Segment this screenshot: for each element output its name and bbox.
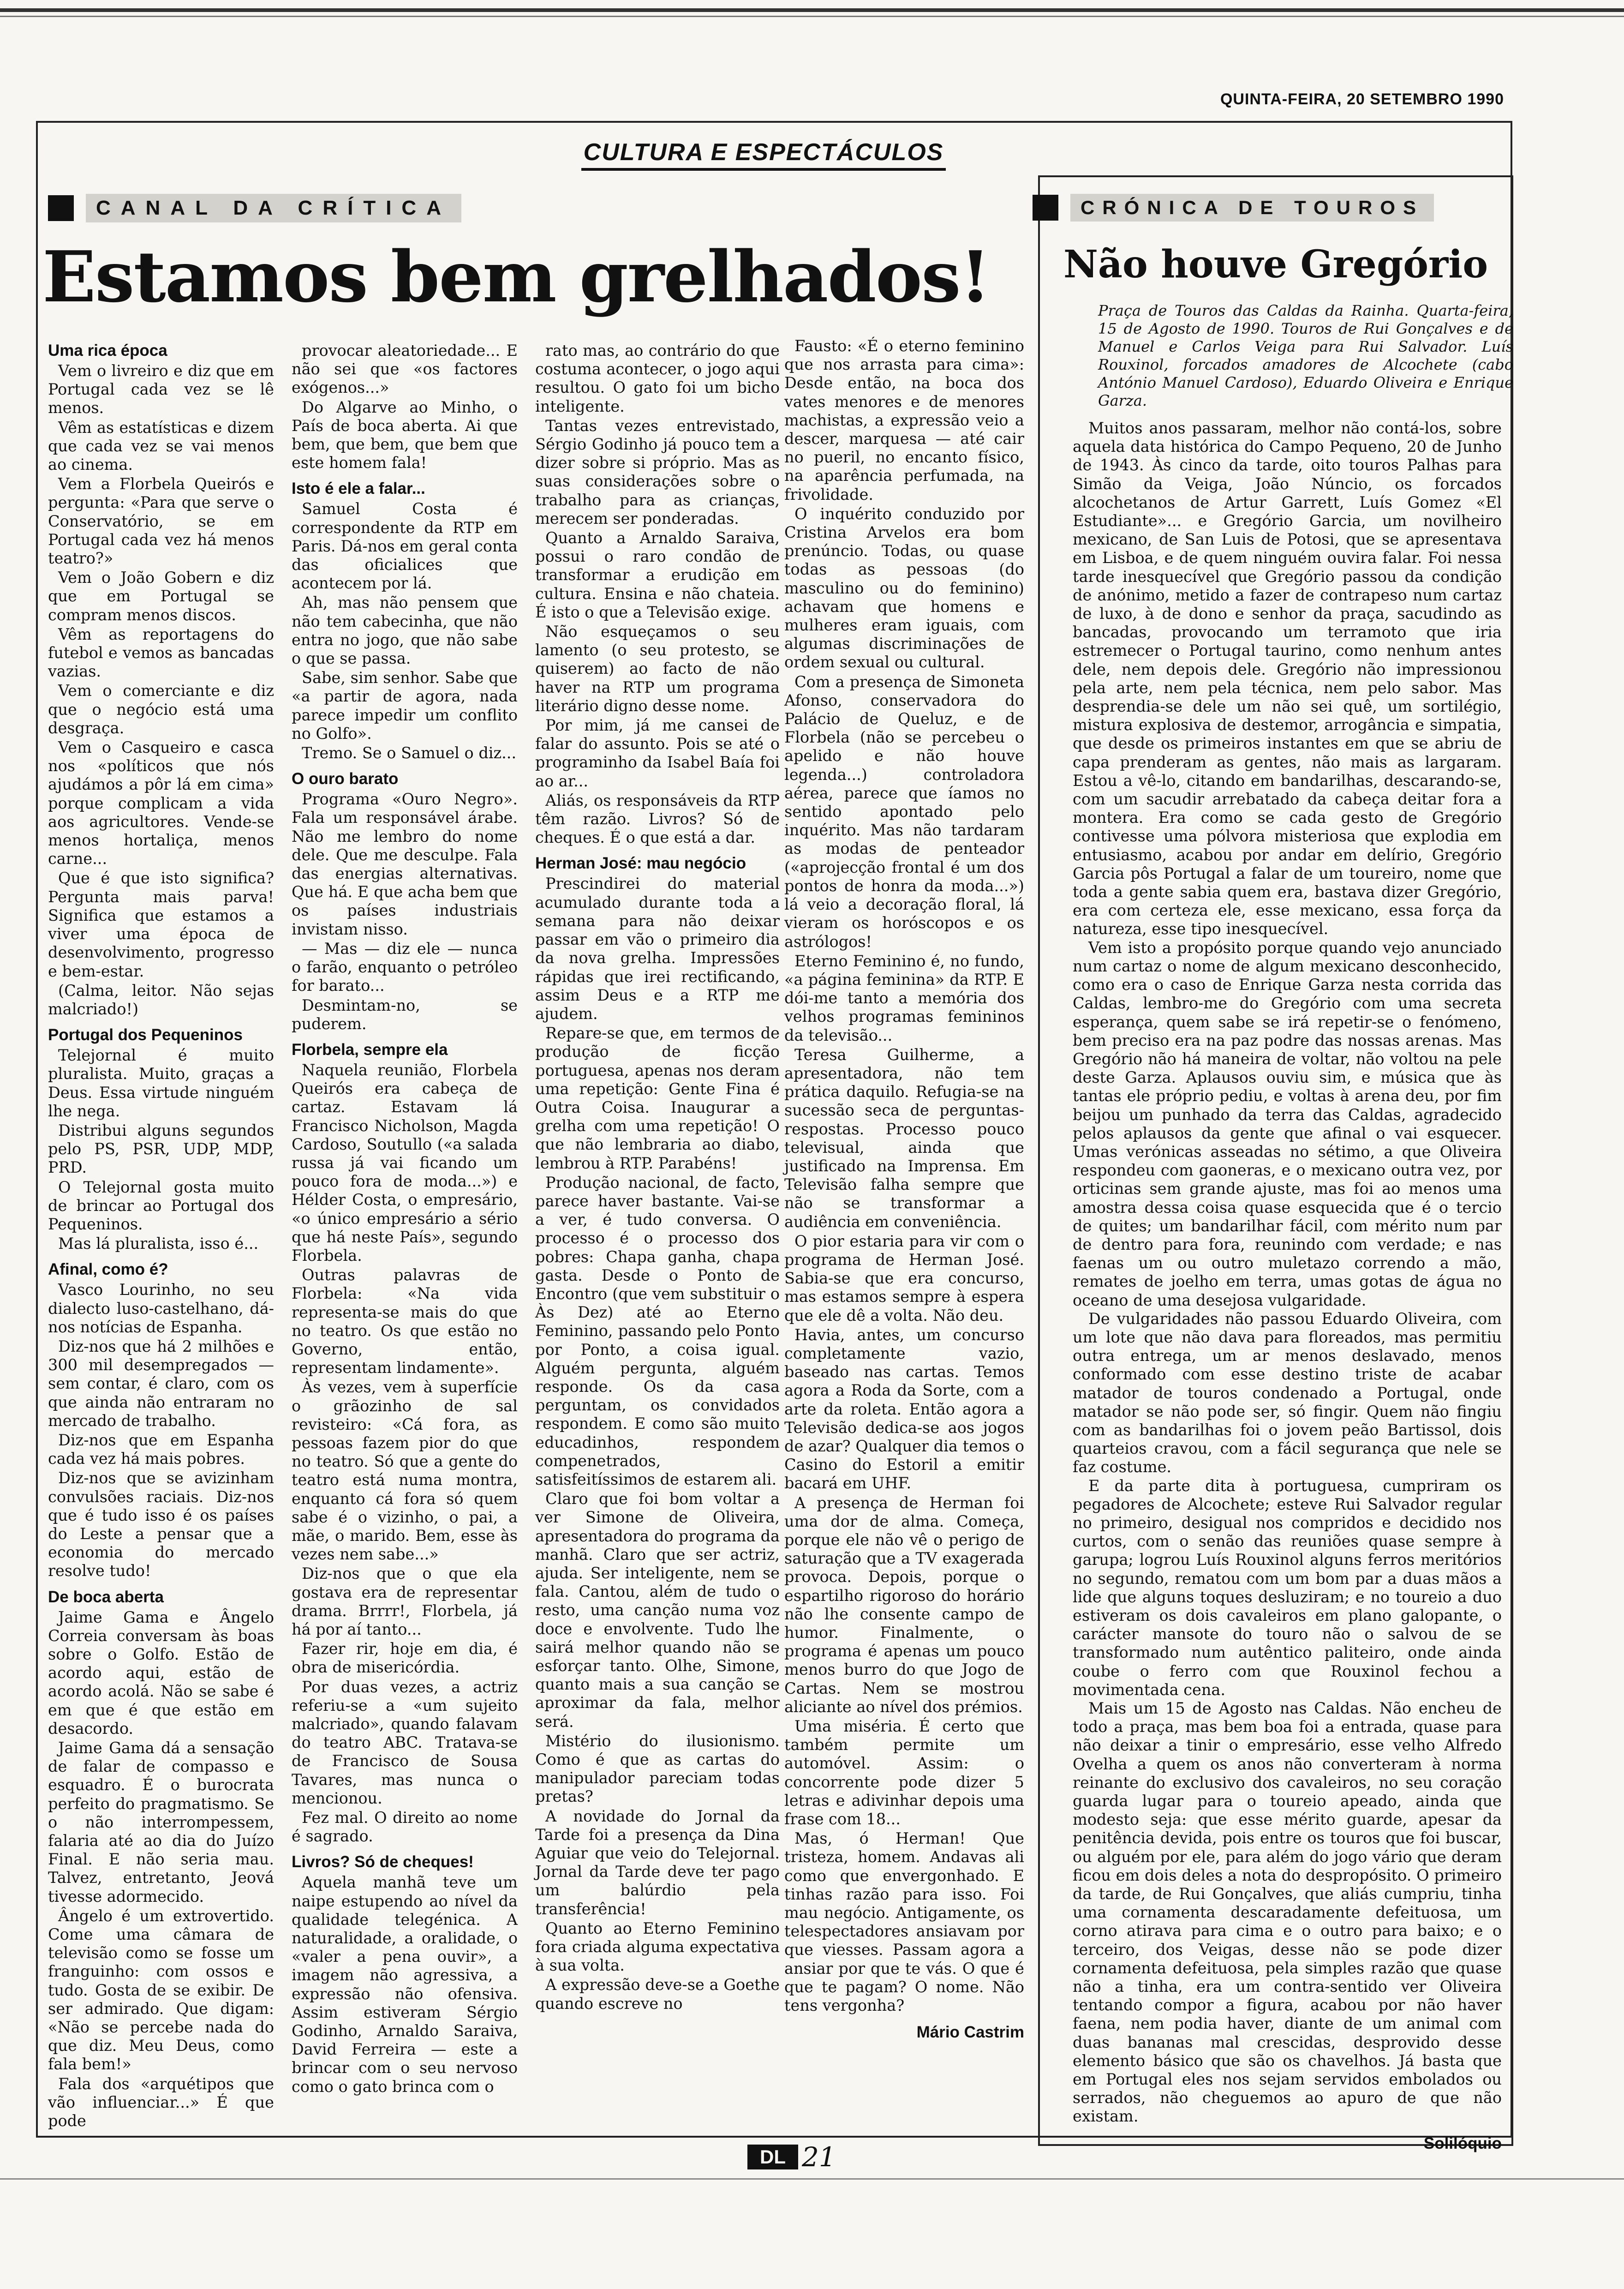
paragraph: Muitos anos passaram, melhor não contá-los, sobre aquela data histórica do Campo Pequeno, 20 de Junho de 1943. Às cinco da tarde, oito touros Palhas para Simão da Veiga, João Núncio, os forcados alcochetanos de Artur Garrett, Luís Gomez «El Estudiante»... e Gregório Garcia, um novilheiro mexicano, de San Luis de Potosi, que se apresentava em Lisboa, e de quem ninguém ouvira falar. Foi nessa tarde inesquecível que Gregório passou da condição de anónimo, metido a fazer de contrapeso num cartaz de luxo, à de dono e senhor da praça, sacudindo as bancadas, provocando um terramoto que iria estremecer o Portugal taurino, como nenhum antes dele, nem depois dele. Gregório não impressionou pela arte, nem pela técnica, nem pelo sabor. Mas desprendia-se dele um não sei quê, um sortilégio, mistura explosiva de destemor, arrogância e simpatia, que desde os primeiros instantes em que se abriu de capa prenderam as gentes, não mais as largaram. Estou a vê-lo, citando em bandarilhas, descarando-se, com um sacudir arrebatado da cabeça deitar fora a montera. Era como se cada gesto de Gregório contivesse uma pólvora misteriosa que explodia em entusiasmo, acabou por andar em delírio, Gregório Garcia pôs Portugal a falar de um toureiro, nome que toda a gente sabia quem era, bastava dizer Gregório, era com certeza ele, esse mexicano, essa força da natureza, esse tipo inesquecível. [1073, 419, 1502, 938]
paragraph: Mas, ó Herman! Que tristeza, homem. Andavas ali como que envergonhado. E tinhas razão para isso. Foi mau negócio. Antigamente, os telespectadores ansiavam por que viesses. Passam agora a ansiar por que te vás. O que é que te pagam? O nome. Não tens vergonha? [784, 1829, 1024, 2015]
article-column-2 [292, 342, 518, 2097]
paragraph: O inquérito conduzido por Cristina Arvelos era bom prenúncio. Todas, ou quase todas as pessoas (do masculino ou do feminino) achavam que homens e mulheres eram iguais, com algumas discriminações de ordem sexual ou cultural. [784, 504, 1024, 671]
paragraph: A expressão deve-se a Goethe quando escreve no [535, 1976, 780, 2013]
kicker-square-icon [48, 195, 74, 221]
paragraph: Mais um 15 de Agosto nas Caldas. Não encheu de todo a praça, mas bem boa foi a entrada, quase para não deixar a tinir o empresário, esse velho Alfredo Ovelha a quem os anos não converteram à norma reinante do exclusivo dos cavaleiros, no seu coração guarda lugar para o toureio apeado, ainda que modesto seja: que esse mérito guarde, apesar da penitência devida, pois entre os touros que foi buscar, ou alguém por ele, para além do jogo vário que deram ficou em dois deles a nota do despropósito. O primeiro da tarde, de Rui Gonçalves, que aliás cumpriu, tinha uma cornamenta descaradamente defeituosa, um corno atirava para cima e o outro para baixo; e o terceiro, dos Veigas, desse não se pode dizer cornamenta defeituosa, pela simples razão que quase não a tinha, era um contra-sentido ver Oliveira tentando compor a figura, acabou por não haver faena, nem podia haver, diante de um animal com duas bananas mal crescidas, desprovido desse elemento básico que são os chavelhos. Já basta que em Portugal eles nos sejam servidos embolados ou serrados, não cheguemos ao apuro de que não existam. [1073, 1699, 1502, 2126]
paragraph: Fausto: «É o eterno feminino que nos arrasta para cima»: Desde então, na boca dos vates menores e de menores machistas, a expressão veio a descer, marquesa — até cair no pueril, no encanto físico, na aparência perfumada, na frivolidade. [784, 337, 1024, 503]
paragraph: Do Algarve ao Minho, o País de boca aberta. Ai que bem, que bem, que bem que este homem fala! [292, 398, 518, 472]
left-kicker-label: CANAL DA CRÍTICA [86, 194, 461, 222]
paragraph: Que é que isto significa? Pergunta mais parva! Significa que estamos a viver uma época de desenvolvimento, progresso e bem-estar. [48, 869, 274, 980]
paragraph: De vulgaridades não passou Eduardo Oliveira, com um lote que não dava para floreados, mas permitiu outra entrega, um ar menos deslavado, menos conformado com esse destino triste de acabar matador de touros condenado a Portugal, onde matador se não pode ser, só fingir. Quem não fingiu com as bandarilhas foi o jovem peão Bartissol, dois quarteios cravou, com a fácil segurança que nele se faz costume. [1073, 1309, 1502, 1476]
paragraph: — Mas — diz ele — nunca o farão, enquanto o petróleo for barato... [292, 939, 518, 995]
paragraph: Eterno Feminino é, no fundo, «a página feminina» da RTP. E dói-me tanto a memória dos velhos programas femininos da televisão... [784, 952, 1024, 1044]
subheading: Portugal dos Pequeninos [48, 1026, 243, 1044]
paragraph: Distribui alguns segundos pelo PS, PSR, UDP, MDP, PRD. [48, 1121, 274, 1177]
subheading: Herman José: mau negócio [535, 854, 746, 873]
paragraph: Fazer rir, hoje em dia, é obra de misericórdia. [292, 1640, 518, 1677]
paragraph: Fez mal. O direito ao nome é sagrado. [292, 1809, 518, 1846]
subheading: Afinal, como é? [48, 1260, 168, 1279]
page-folio [747, 2141, 836, 2173]
paragraph: Mas lá pluralista, isso é... [58, 1234, 259, 1253]
paragraph: Claro que foi bom voltar a ver Simone de Oliveira, apresentadora do programa da manhã. Claro que ser actriz, ajuda. Ser inteligente, nem se fala. Cantou, além de tudo o resto, uma canção numa voz doce e envolvente. Tudo lhe sairá melhor quando não se esforçar tanto. Olhe, Simone, quanto mais a sua canção se aproximar da fala, melhor será. [535, 1490, 780, 1731]
section-title: CULTURA E ESPECTÁCULOS [581, 138, 946, 171]
paragraph: Aliás, os responsáveis da RTP têm razão. Livros? Só de cheques. É o que está a dar. [535, 791, 780, 847]
top-rule-thin [0, 16, 1624, 17]
paragraph: Vem o João Gobern e diz que em Portugal se compram menos discos. [48, 569, 274, 624]
paragraph: Tremo. Se o Samuel o diz... [302, 744, 517, 762]
paragraph: Havia, antes, um concurso completamente vazio, baseado nas cartas. Temos agora a Roda da Sorte, com a arte da roleta. Então agora a Televisão dedica-se aos jogos de azar? Qualquer dia temos o Casino do Estoril a emitir bacará em UHF. [784, 1325, 1024, 1492]
author-signature: Mário Castrim [916, 2023, 1024, 2042]
paragraph: Teresa Guilherme, a apresentadora, não tem prática daquilo. Refugia-se na sucessão seca de perguntas-respostas. Processo pouco televisual, ainda que justificado na Imprensa. Em Televisão falha sempre que não se transformar a audiência em conveniência. [784, 1045, 1024, 1231]
right-kicker-label: CRÓNICA DE TOUROS [1070, 194, 1434, 222]
paragraph: Fala dos «arquétipos que vão influenciar...» É que pode [48, 2074, 274, 2130]
bottom-rule [0, 2178, 1624, 2180]
paragraph: Sabe, sim senhor. Sabe que «a partir de agora, nada parece impedir um conflito no Golfo». [292, 669, 518, 743]
bullfight-intro: Praça de Touros das Caldas da Rainha. Quarta-feira, 15 de Agosto de 1990. Touros de Rui Gonçalves e de Manuel e Carlos Veiga para Rui Salvador. Luís Rouxinol, forcados amadores de Alcochete (cabo António Manuel Cardoso), Eduardo Oliveira e Enrique Garza. [1098, 302, 1513, 409]
bullfight-column [1073, 419, 1502, 2153]
paragraph: rato mas, ao contrário do que costuma acontecer, o jogo aqui resultou. O gato foi um bicho inteligente. [535, 342, 780, 415]
paragraph: Aquela manhã teve um naipe estupendo ao nível da qualidade telegénica. A naturalidade, a oralidade, o «valer a pena ouvir», a imagem não agressiva, a expressão não ofensiva. Assim estiveram Sérgio Godinho, Arnaldo Saraiva, David Ferreira — este a brincar com o seu nervoso como o gato brinca com o [292, 1873, 518, 2096]
paragraph: Mistério do ilusionismo. Como é que as cartas do manipulador pareciam todas pretas? [535, 1732, 780, 1806]
paragraph: provocar aleatoriedade... E não sei que «os factores exógenos...» [292, 342, 518, 397]
paragraph: Samuel Costa é correspondente da RTP em Paris. Dá-nos em geral conta das oficialices que acontecem por lá. [292, 500, 518, 593]
paragraph: Naquela reunião, Florbela Queirós era cabeça de cartaz. Estavam lá Francisco Nicholson, Magda Cardoso, Soutullo («a salada russa já vai ficando um pouco fora de moda...») e Hélder Costa, o empresário, «o único empresário a sério que há neste País», segundo Florbela. [292, 1061, 518, 1264]
paragraph: Vasco Lourinho, no seu dialecto luso-castelhano, dá-nos notícias de Espanha. [48, 1281, 274, 1336]
paragraph: Desmintam-no, se puderem. [292, 996, 518, 1033]
kicker-square-icon [1033, 195, 1058, 221]
subheading: O ouro barato [292, 770, 399, 788]
paragraph: A presença de Herman foi uma dor de alma. Começa, porque ele não vê o perigo de saturação que a TV exagerada provoca. Depois, porque o espartilho rigoroso do horário não lhe consente campo de humor. Finalmente, o programa é apenas um pouco menos burro do que Jogo de Cartas. Nem se mostrou aliciante ao nível dos prémios. [784, 1493, 1024, 1716]
page-date: QUINTA-FEIRA, 20 SETEMBRO 1990 [1220, 90, 1504, 108]
paragraph: Vem a Florbela Queirós e pergunta: «Para que serve o Conservatório, se em Portugal cada vez há menos teatro?» [48, 475, 274, 568]
article-column-3 [535, 342, 780, 2014]
paragraph: Quanto a Arnaldo Saraiva, possui o raro condão de transformar a erudição em cultura. Ensina e não chateia. É isto o que a Televisão exige. [535, 529, 780, 621]
subheading: Uma rica época [48, 342, 167, 360]
bullfight-title: Não houve Gregório [1063, 242, 1488, 287]
paragraph: Vêm as estatísticas e dizem que cada vez se vai menos ao cinema. [48, 418, 274, 474]
paragraph: Vem o comerciante e diz que o negócio está uma desgraça. [48, 682, 274, 737]
paragraph: Quanto ao Eterno Feminino fora criada alguma expectativa à sua volta. [535, 1919, 780, 1975]
paragraph: Uma miséria. É certo que também permite um automóvel. Assim: o concorrente pode dizer 5 letras e adivinhar depois uma frase com 18... [784, 1717, 1024, 1828]
paragraph: Repare-se que, em termos de produção de ficção portuguesa, apenas nos deram uma repetição: Gente Fina é Outra Coisa. Inaugurar a grelha com uma repetição! O que não lembraria ao diabo, lembrou à RTP. Parabéns! [535, 1024, 780, 1172]
newspaper-logo: DL [747, 2145, 798, 2169]
paragraph: Programa «Ouro Negro». Fala um responsável árabe. Não me lembro do nome dele. Que me desculpe. Fala das energias alternativas. Que há. E que acha bem que os países industriais invistam nisso. [292, 790, 518, 938]
subheading: De boca aberta [48, 1588, 164, 1606]
paragraph: Por duas vezes, a actriz referiu-se a «um sujeito malcriado», quando falavam do teatro ABC. Tratava-se de Francisco de Sousa Tavares, mas nunca o mencionou. [292, 1678, 518, 1807]
paragraph: Produção nacional, de facto, parece haver bastante. Vai-se a ver, é tudo conversa. O processo é o processo dos pobres: Chapa ganha, chapa gasta. Desde o Ponto de Encontro (que vem substituir o Às Dez) até ao Eterno Feminino, passando pelo Ponto por Ponto, a coisa igual. Alguém pergunta, alguém responde. Os da casa perguntam, os convidados respondem. E como são muito educadinhos, respondem compenetrados, satisfeitíssimos de estarem ali. [535, 1173, 780, 1488]
paragraph: O pior estaria para vir com o programa de Herman José. Sabia-se que era concurso, mas estamos sempre à espera que ele dê a volta. Não deu. [784, 1232, 1024, 1324]
paragraph: O Telejornal gosta muito de brincar ao Portugal dos Pequeninos. [48, 1178, 274, 1233]
paragraph: Às vezes, vem à superfície o grãozinho de sal revisteiro: «Cá fora, as pessoas fazem pior do que no teatro. Só que a gente do teatro está numa montra, enquanto cá fora só quem sabe é o vizinho, o pai, a mãe, o marido. Bem, esse às vezes nem sabe...» [292, 1378, 518, 1564]
article-column-1 [48, 342, 274, 2131]
paragraph: Não esqueçamos o seu lamento (o seu protesto, se quiserem) ao facto de não haver na RTP um programa literário digno desse nome. [535, 623, 780, 715]
subheading: Isto é ele a falar... [292, 479, 425, 498]
paragraph: E da parte dita à portuguesa, cumpriram os pegadores de Alcochete; esteve Rui Salvador regular no primeiro, desigual nos compridos e decidido nos curtos, com o senão das reuniões quase sempre à garupa; logrou Luís Rouxinol alguns ferros meritórios no segundo, rematou com um bom par a duas mãos a lide que alguns toques desluziram; e no toureio a duo estiveram os dois cavaleiros em plano galopante, o carácter mansote do touro não o salvou de se transformado num autêntico paliteiro, onde ainda coube o ferro com que Rouxinol fechou a movimentada cena. [1073, 1476, 1502, 1699]
subheading: Livros? Só de cheques! [292, 1853, 474, 1871]
paragraph: A novidade do Jornal da Tarde foi a presença da Dina Aguiar que veio do Telejornal. Jornal da Tarde deve ter pago um balúrdio pela transferência! [535, 1807, 780, 1918]
paragraph: Vem o Casqueiro e casca nos «políticos que nós ajudámos a pôr lá em cima» porque complicam a vida aos agricultores. Vende-se menos hortaliça, menos carne... [48, 738, 274, 868]
paragraph: Vêm as reportagens do futebol e vemos as bancadas vazias. [48, 625, 274, 681]
page-number: 21 [802, 2141, 836, 2173]
paragraph: Prescindirei do material acumulado durante toda a semana para não deixar passar em vão o primeiro dia da nova grelha. Impressões rápidas que irei rectificando, assim Deus e a RTP me ajudem. [535, 875, 780, 1023]
paragraph: Diz-nos que em Espanha cada vez há mais pobres. [48, 1431, 274, 1468]
paragraph: (Calma, leitor. Não sejas malcriado!) [48, 981, 274, 1018]
paragraph: Com a presença de Simoneta Afonso, conservadora do Palácio de Queluz, e de Florbela (não se percebeu o apelido e não houve legenda...) controladora aérea, parece que íamos no sentido apontado pelo inquérito. Mas não tardaram as modas de penteador («aprojecção frontal é um dos pontos de honra da moda...») lá veio a decoração floral, lá vieram os horóscopos e os astrólogos! [784, 672, 1024, 951]
right-kicker [1033, 194, 1434, 222]
paragraph: Vem o livreiro e diz que em Portugal cada vez se lê menos. [48, 362, 274, 417]
paragraph: Diz-nos que se avizinham convulsões raciais. Diz-nos que é tudo isso é os países do Leste a pensar que a economia do mercado resolve tudo! [48, 1469, 274, 1580]
paragraph: Outras palavras de Florbela: «Na vida representa-se mais do que no teatro. Os que estão no Governo, então, representam lindamente». [292, 1266, 518, 1377]
paragraph: Tantas vezes entrevistado, Sérgio Godinho já pouco tem a dizer sobre si próprio. Mas as suas considerações sobre o trabalho para as crianças, merecem ser ponderadas. [535, 416, 780, 527]
paragraph: Jaime Gama e Ângelo Correia conversam às boas sobre o Golfo. Estão de acordo aqui, estão de acordo acolá. Não se sabe é em que é que estão em desacordo. [48, 1608, 274, 1738]
article-column-4 [784, 337, 1024, 2042]
paragraph: Telejornal é muito pluralista. Muito, graças a Deus. Essa virtude ninguém lhe nega. [48, 1046, 274, 1120]
main-headline: Estamos bem grelhados! [42, 235, 990, 318]
left-kicker [48, 194, 461, 222]
paragraph: Diz-nos que o que ela gostava era de representar drama. Brrrr!, Florbela, já há por aí tanto... [292, 1564, 518, 1638]
top-rule [0, 8, 1624, 12]
author-signature: Solilóquio [1423, 2134, 1502, 2152]
paragraph: Ah, mas não pensem que não tem cabecinha, que não entra no jogo, que não sabe o que se passa. [292, 593, 518, 668]
paragraph: Jaime Gama dá a sensação de falar de compasso e esquadro. É o burocrata perfeito do pragmatismo. Se o não interrompessem, falaria até ao dia do Juízo Final. E não seria mau. Talvez, entretanto, Jeová tivesse adormecido. [48, 1739, 274, 1906]
paragraph: Diz-nos que há 2 milhões e 300 mil desempregados — sem contar, é claro, com os que ainda não entraram no mercado de trabalho. [48, 1337, 274, 1430]
paragraph: Vem isto a propósito porque quando vejo anunciado num cartaz o nome de algum mexicano desconhecido, como era o caso de Enrique Garza nesta corrida das Caldas, lembro-me do Gregório com uma secreta esperança, quem sabe se irá repetir-se o fenómeno, bem preciso era na paz podre das nossas arenas. Mas Gregório não há maneira de voltar, não voltou na pele deste Garza. Aplausos ouviu sim, e música que às tantas ele próprio pediu, e voltas à arena deu, por fim beijou um punhado da terra das Caldas, agradecido pelos aplausos da gente que afinal o vai esquecer. Umas verónicas asseadas no sétimo, a que Oliveira respondeu com gaoneras, e o mexicano outra vez, por orticinas sem grande ajuste, mas foi ao menos uma amostra dessa coisa quase esquecida que é o tercio de quites; um bandarilhar fácil, com mérito num par de dentro para fora, reunindo com verdade; e nas faenas um ou outro muletazo correndo a mão, remates de joelho em terra, umas gotas de água no oceano de uma desejosa vulgaridade. [1073, 938, 1502, 1309]
paragraph: Por mim, já me cansei de falar do assunto. Pois se até o programinho da Isabel Baía foi ao ar... [535, 716, 780, 790]
subheading: Florbela, sempre ela [292, 1040, 448, 1059]
paragraph: Ângelo é um extrovertido. Come uma câmara de televisão como se fosse um franguinho: com ossos e tudo. Gosta de se exibir. De ser admirado. Que digam: «Não se percebe nada do que diz. Meu Deus, como fala bem!» [48, 1906, 274, 2073]
